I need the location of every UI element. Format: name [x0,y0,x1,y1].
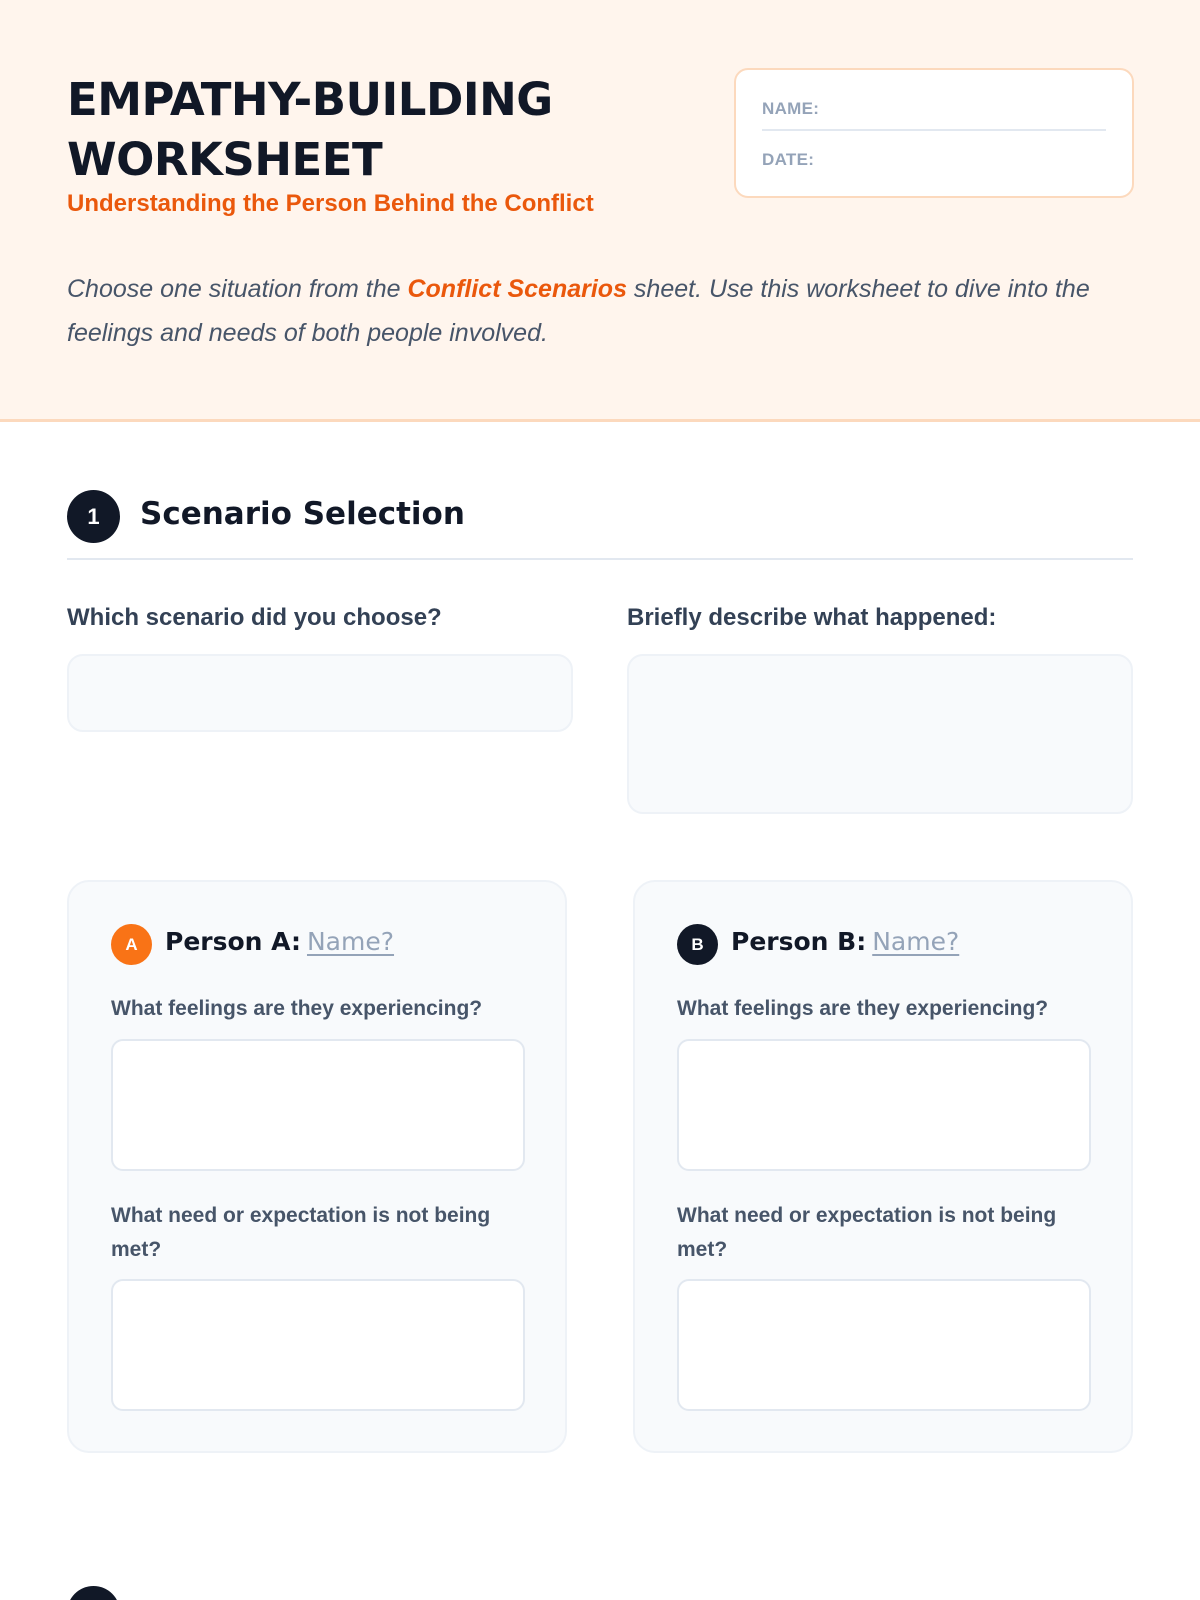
scenario-question-label: Which scenario did you choose? [67,604,442,631]
person-a-heading [165,927,394,956]
person-a-need-label: What need or expectation is not being met? [111,1204,491,1261]
person-b-card [633,880,1133,1453]
person-b-need-label: What need or expectation is not being met? [677,1204,1057,1261]
person-a-name-input[interactable]: Name? [306,927,395,956]
date-field[interactable] [762,150,1106,170]
name-date-box [734,68,1134,198]
conflict-scenarios-reference: Conflict Scenarios [407,275,627,303]
person-b-feelings-field[interactable] [677,1039,1091,1171]
person-a-badge: A [111,924,152,965]
next-section-badge [67,1586,120,1600]
scenario-answer-field[interactable] [67,654,573,732]
section-number-badge: 1 [67,490,120,543]
person-a-need-field[interactable] [111,1279,525,1411]
section-title: Scenario Selection [140,496,465,532]
name-field[interactable] [762,99,1106,131]
person-b-heading [731,927,959,956]
name-label: NAME: [762,99,820,118]
describe-answer-field[interactable] [627,654,1133,814]
person-a-feelings-field[interactable] [111,1039,525,1171]
instructions-text-end: sheet. Use this worksheet to dive into the feelings and needs of both people involved. [67,275,1090,347]
person-a-card [67,880,567,1453]
person-b-badge: B [677,924,718,965]
worksheet-header [0,0,1200,422]
section-scenario-selection [67,490,1133,560]
instructions [67,267,1137,355]
worksheet-title: EMPATHY-BUILDING WORKSHEET [67,73,553,186]
person-a-label: Person A: [165,927,301,956]
person-b-feelings-label: What feelings are they experiencing? [677,997,1049,1020]
person-a-feelings-label: What feelings are they experiencing? [111,997,483,1020]
describe-question-label: Briefly describe what happened: [627,604,997,631]
instructions-text-start: Choose one situation from the [67,275,408,303]
person-b-need-field[interactable] [677,1279,1091,1411]
person-b-name-input[interactable]: Name? [872,927,960,956]
person-b-label: Person B: [731,927,867,956]
worksheet-subtitle: Understanding the Person Behind the Conflict [67,190,594,217]
date-label: DATE: [762,150,815,169]
